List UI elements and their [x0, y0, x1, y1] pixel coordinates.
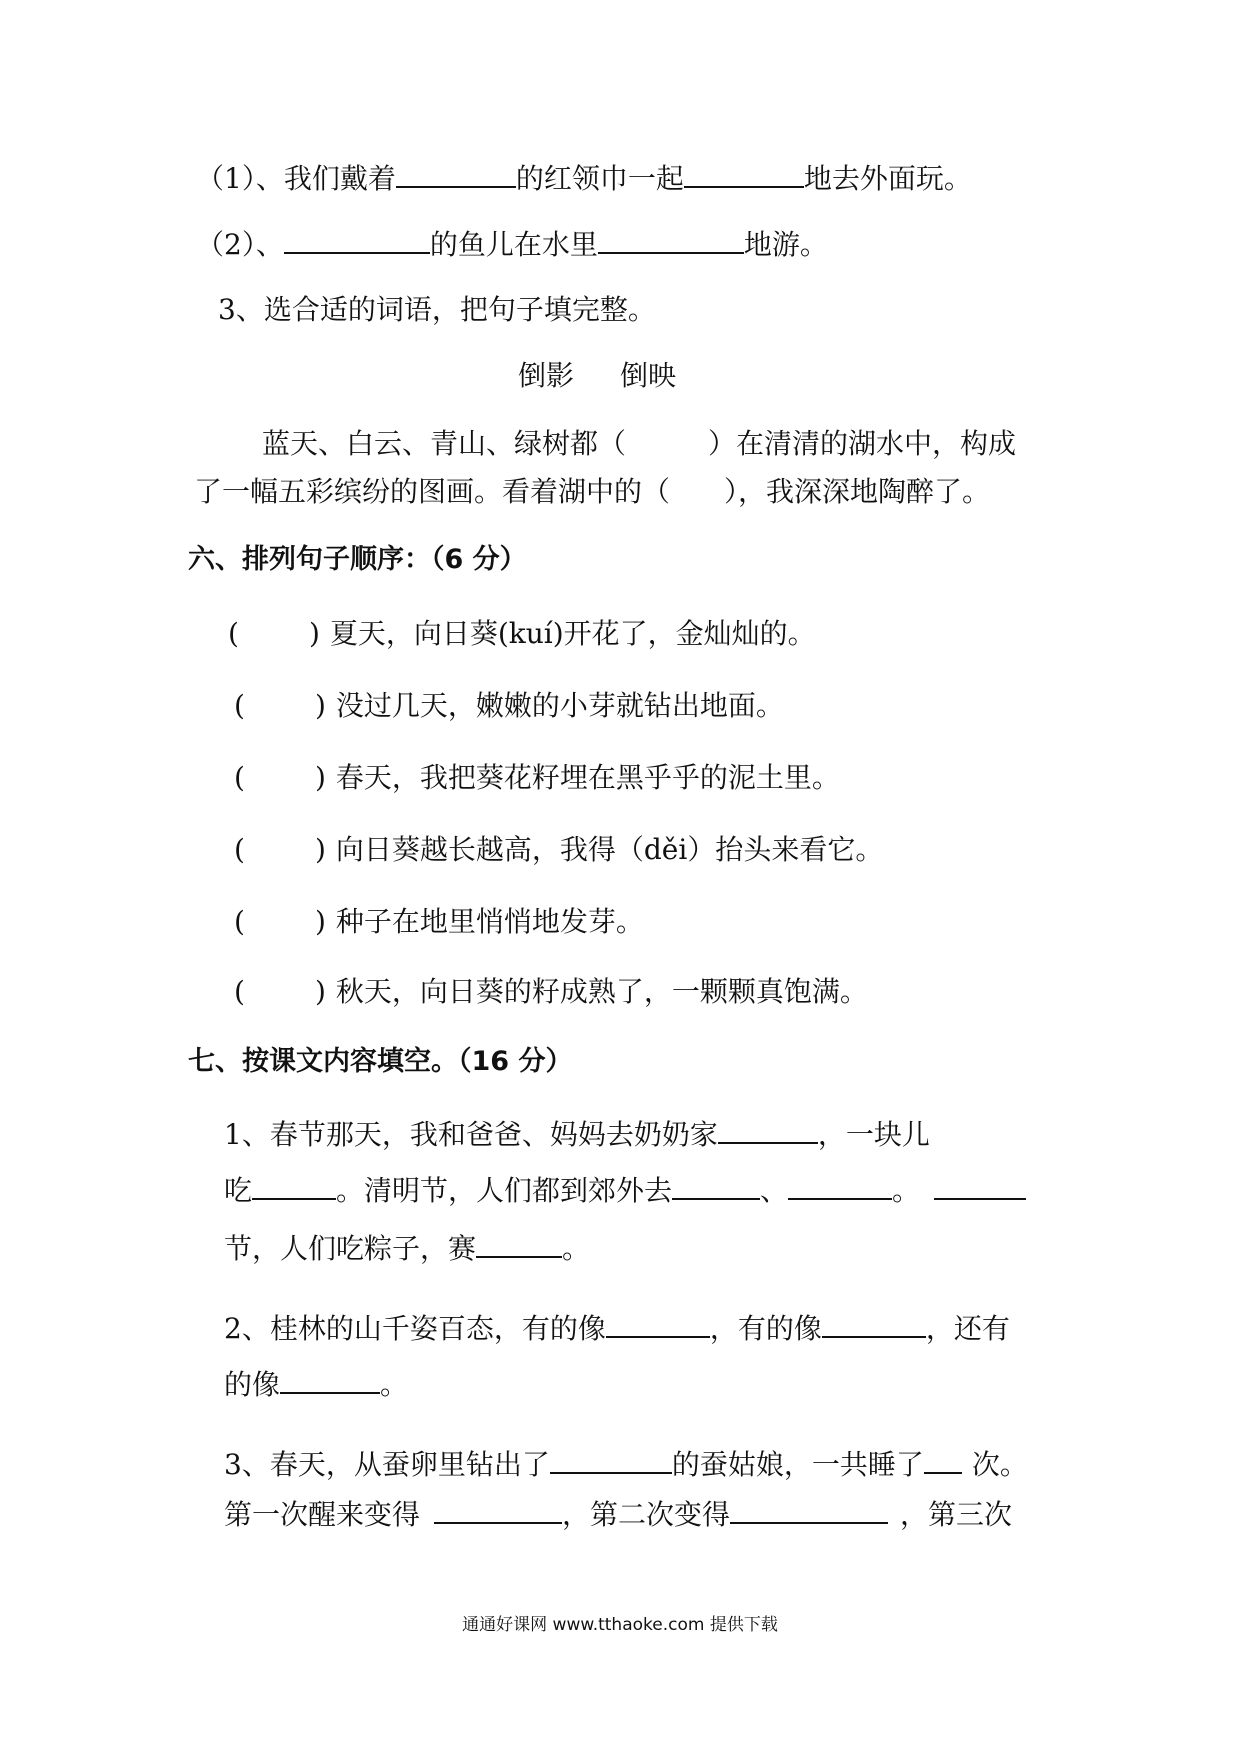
text: 的像: [224, 1368, 281, 1401]
text: 次。: [971, 1448, 1028, 1481]
close-bracket: ): [308, 617, 320, 650]
text: 的鱼儿在水里: [429, 228, 598, 261]
word-choice: 倒映: [620, 359, 677, 392]
q3-title: 3、选合适的词语，把句子填完整。: [218, 293, 656, 326]
text: 。清明节，人们都到郊外去: [336, 1174, 673, 1207]
text: 3、春天，从蚕卵里钻出了: [224, 1448, 550, 1481]
text: ），我深深地陶醉了。: [724, 475, 991, 508]
open-bracket: (: [234, 905, 245, 938]
s7-q2-line-2: [224, 1362, 408, 1405]
word-choice: 倒影: [518, 359, 575, 392]
blank[interactable]: [672, 1168, 760, 1200]
open-bracket: (: [228, 617, 239, 650]
s7-q3-line-1: [224, 1442, 1028, 1485]
order-item: [234, 902, 644, 942]
blank[interactable]: [788, 1168, 892, 1200]
open-bracket: (: [234, 761, 245, 794]
blank[interactable]: [822, 1306, 926, 1338]
text: 地游。: [743, 228, 828, 261]
text: 。: [380, 1368, 409, 1401]
blank[interactable]: [434, 1492, 562, 1524]
close-bracket: ): [314, 761, 326, 794]
s7-q1-line-2: [224, 1168, 1026, 1211]
section-7-heading: 七、按课文内容填空。（16 分）: [188, 1046, 573, 1077]
order-item-text: 向日葵越长越高，我得（děi）抬头来看它。: [335, 833, 884, 866]
section-6-heading: 六、排列句子顺序：（6 分）: [188, 544, 527, 575]
blank[interactable]: [924, 1442, 962, 1474]
order-item: [234, 830, 883, 870]
open-bracket: (: [234, 975, 245, 1008]
text: 1、春节那天，我和爸爸、妈妈去奶奶家: [224, 1118, 718, 1151]
blank[interactable]: [252, 1168, 336, 1200]
text: 地去外面玩。: [803, 162, 972, 195]
close-bracket: ): [314, 689, 326, 722]
blank[interactable]: [284, 222, 430, 254]
text: 第一次醒来变得: [224, 1498, 421, 1531]
text: 的红领巾一起: [515, 162, 684, 195]
text: 2、桂林的山千姿百态，有的像: [224, 1312, 606, 1345]
blank[interactable]: [934, 1168, 1026, 1200]
text: （1）、我们戴着: [196, 162, 396, 195]
text: 吃: [224, 1174, 253, 1207]
s7-q1-line-3: [224, 1226, 590, 1269]
close-bracket: ): [314, 833, 326, 866]
text: 、: [760, 1174, 789, 1207]
order-item: [228, 614, 816, 654]
s7-q3-line-2: [224, 1492, 1012, 1535]
text: ，还有: [925, 1312, 1010, 1345]
text: ，一块儿: [817, 1118, 930, 1151]
close-bracket: ): [314, 905, 326, 938]
order-item: [234, 686, 784, 726]
blank[interactable]: [396, 156, 516, 188]
s7-q2-line-1: [224, 1306, 1010, 1349]
open-bracket: (: [234, 833, 245, 866]
text: ，第三次: [900, 1498, 1013, 1531]
q3-line-2: [194, 472, 990, 512]
footer-source: 通通好课网 www.tthaoke.com 提供下载: [462, 1615, 778, 1635]
text: 的蚕姑娘，一共睡了: [671, 1448, 924, 1481]
blank[interactable]: [606, 1306, 710, 1338]
text: ，有的像: [709, 1312, 822, 1345]
text: 。: [562, 1232, 591, 1265]
order-item: [234, 972, 868, 1012]
order-item-text: 没过几天，嫩嫩的小芽就钻出地面。: [335, 689, 784, 722]
s7-q1-line-1: [224, 1112, 930, 1155]
blank[interactable]: [280, 1362, 380, 1394]
order-item-text: 秋天，向日葵的籽成熟了，一颗颗真饱满。: [335, 975, 868, 1008]
close-bracket: ): [314, 975, 326, 1008]
word-choices: [518, 356, 676, 396]
q3-line-1: [262, 424, 1016, 464]
text: 蓝天、白云、青山、绿树都（: [262, 427, 627, 460]
text: （2）、: [196, 228, 284, 261]
sentence-2: [196, 222, 828, 265]
text: 。: [892, 1174, 921, 1207]
text: ，第二次变得: [562, 1498, 731, 1531]
sentence-1: [196, 156, 972, 199]
order-item-text: 夏天，向日葵(kuí)开花了，金灿灿的。: [329, 617, 816, 650]
blank[interactable]: [550, 1442, 672, 1474]
order-item-text: 种子在地里悄悄地发芽。: [335, 905, 644, 938]
open-bracket: (: [234, 689, 245, 722]
blank[interactable]: [598, 222, 744, 254]
order-item: [234, 758, 840, 798]
blank[interactable]: [476, 1226, 562, 1258]
blank[interactable]: [730, 1492, 888, 1524]
text: 了一幅五彩缤纷的图画。看着湖中的（: [194, 475, 671, 508]
blank[interactable]: [718, 1112, 818, 1144]
text: 节，人们吃粽子，赛: [224, 1232, 477, 1265]
text: ）在清清的湖水中，构成: [708, 427, 1017, 460]
blank[interactable]: [684, 156, 804, 188]
order-item-text: 春天，我把葵花籽埋在黑乎乎的泥土里。: [335, 761, 840, 794]
